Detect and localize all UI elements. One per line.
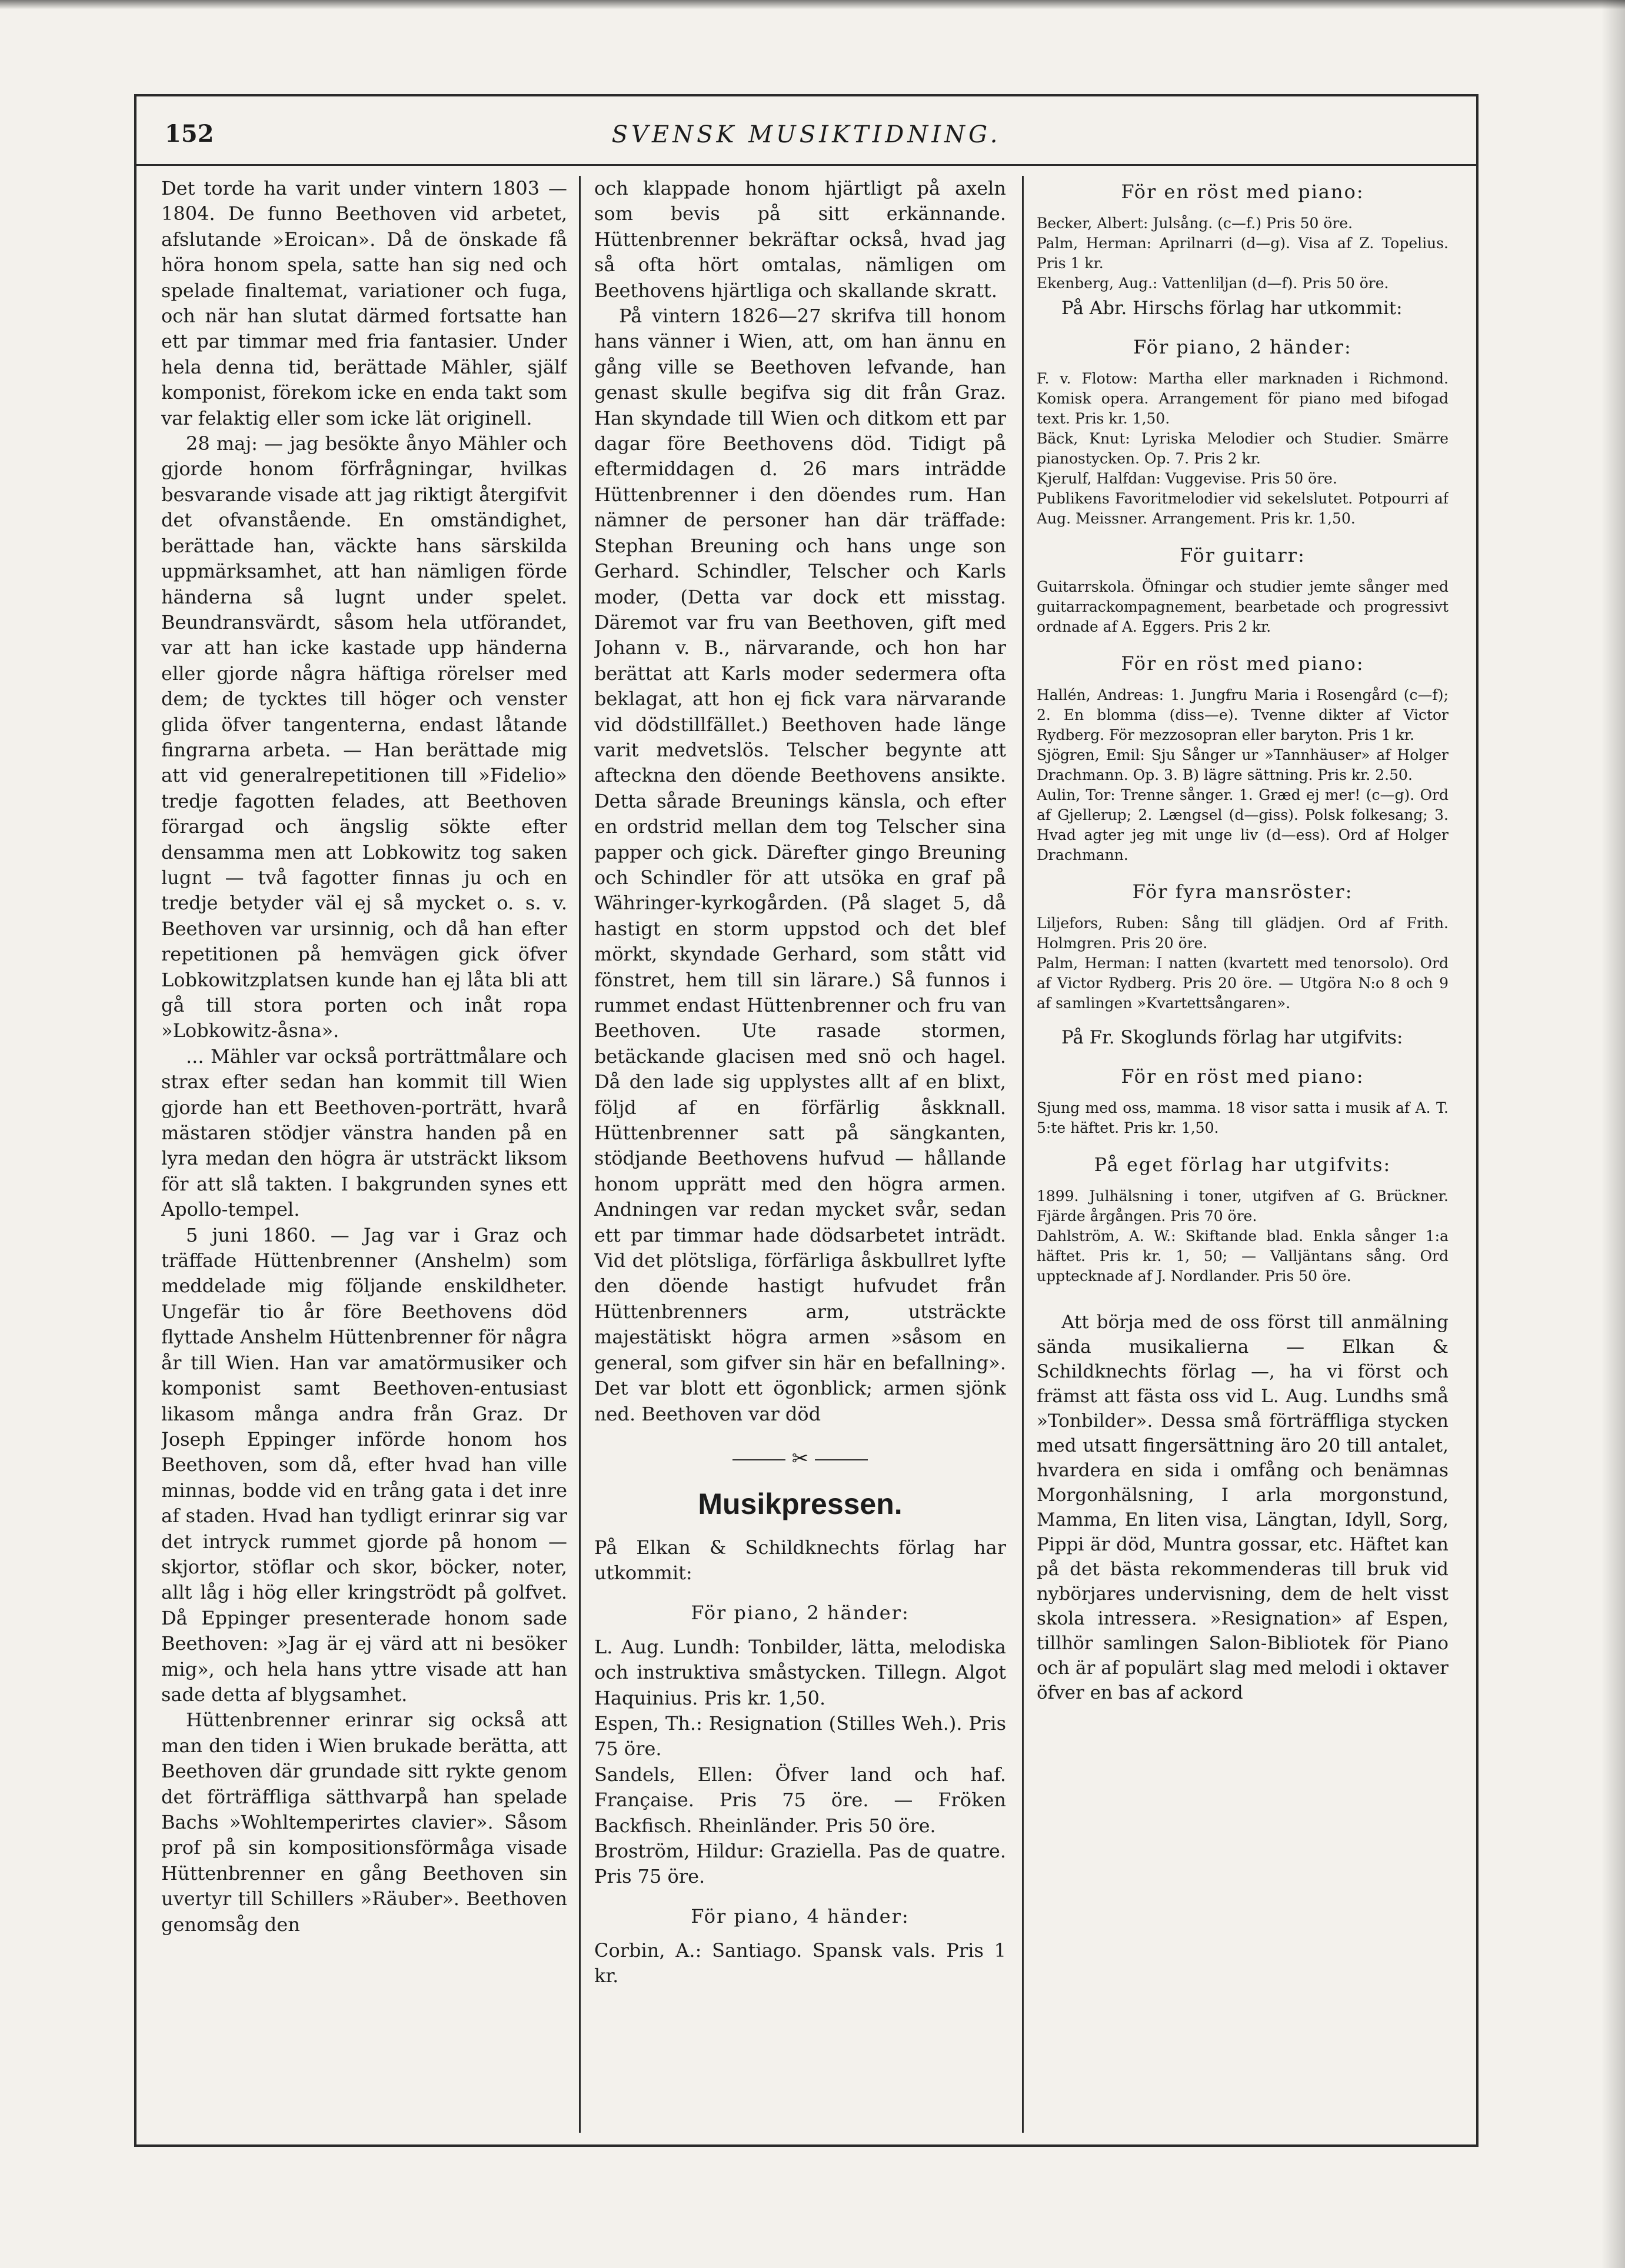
- section-divider: [594, 1447, 1006, 1470]
- category-heading: För piano, 2 händer:: [1133, 336, 1352, 358]
- listing-entry: Sjögren, Emil: Sju Sånger ur »Tannhäuser» af Holger Drachmann. Op. 3. B) lägre sättning. Pris kr. 2.50.: [1037, 746, 1448, 783]
- listing-entry: Kjerulf, Halfdan: Vuggevise. Pris 50 öre.: [1037, 470, 1337, 487]
- publisher-lead: På Abr. Hirschs förlag har utkommit:: [1061, 298, 1403, 319]
- publisher-lead: På Fr. Skoglunds förlag har utgifvits:: [1061, 1027, 1403, 1048]
- divider-line-left: [732, 1459, 785, 1460]
- listing-entry: Palm, Herman: I natten (kvartett med tenorsolo). Ord af Victor Rydberg. Pris 20 öre. — Utgöra N:o 8 och 9 af samlingen »Kvartettsångaren».: [1037, 955, 1448, 1012]
- listing-entry: Aulin, Tor: Trenne sånger. 1. Græd ej mer! (c—g). Ord af Gjellerup; 2. Længsel (d—giss). Polsk folkesang; 3. Hvad agter jeg mit unge liv (d—ess). Ord af Holger Drachmann.: [1037, 786, 1448, 863]
- category-heading: För piano, 4 händer:: [691, 1905, 910, 1927]
- publisher-lead: På Elkan & Schildknechts förlag har utkommit:: [594, 1536, 1006, 1585]
- listing-entry: L. Aug. Lundh: Tonbilder, lätta, melodiska och instruktiva småstycken. Tillegn. Algot Haquinius. Pris kr. 1,50.: [594, 1635, 1006, 1709]
- listing-entry: Publikens Favoritmelodier vid sekelslutet. Potpourri af Aug. Meissner. Arrangement. Pris kr. 1,50.: [1037, 490, 1448, 527]
- review-paragraph: Att börja med de oss först till anmälning sända musikalierna — Elkan & Schildknechts förlag —, ha vi först och främst att fästa oss vid L. Aug. Lundhs små »Tonbilder». Dessa små förträffliga stycken med utsatt fingersättning äro 20 till antalet, hvardera en sida i omfång och benämnas Morgonhälsning, I arla morgonstund, Mamma, En liten visa, Längtan, Idyll, Sorg, Pippi är död, Muntra gossar, etc. Häftet kan på det bästa rekommenderas till bruk vid nybörjares undervisning, dem de helt visst skola intressera. »Resignation» af Espen, tillhör samlingen Salon-Bibliotek för Piano och är af populärt slag med melodi i oktaver öfver en bas af ackord: [1037, 1312, 1448, 1703]
- section-title: Musikpressen.: [698, 1487, 903, 1520]
- category-heading: På eget förlag har utgifvits:: [1094, 1153, 1391, 1176]
- category-heading: För piano, 2 händer:: [691, 1601, 910, 1624]
- listing-entry: F. v. Flotow: Martha eller marknaden i Richmond. Komisk opera. Arrangement för piano med bifogad text. Pris kr. 1,50.: [1037, 370, 1448, 427]
- listing-entry: Corbin, A.: Santiago. Spansk vals. Pris 1 kr.: [594, 1939, 1006, 1987]
- article-paragraph: 28 maj: — jag besökte ånyo Mähler och gjorde honom förfrågningar, hvilkas besvarande visade att jag riktigt återgifvit det ofvanstående. En omständighet, berättade han, väckte hans särskilda uppmärksamhet, att han nämligen förde händerna så lugnt under spelet. Beundransvärdt, såsom hela utförandet, var att han icke kastade upp händerna eller gjorde några häftiga rörelser med dem; de tycktes till höger och venster glida öfver tangenterna, endast låtande fingrarna arbeta. — Han berättade mig att vid generalrepetitionen till »Fidelio» tredje fagotten felades, att Beethoven förargad och ängslig sökte efter densamma men att Lobkowitz tog saken lugnt — två fagotter finnas ju och en tredje betyder väl ej så mycket o. s. v. Beethoven var ursinnig, och då han efter repetitionen på hemvägen gick öfver Lobkowitzplatsen kunde han ej låta bli att gå till stora porten och inåt ropa »Lobkowitz-åsna».: [161, 432, 567, 1042]
- page-number: 152: [165, 120, 214, 148]
- listing-entry: Sandels, Ellen: Öfver land och haf. Française. Pris 75 öre. — Fröken Backfisch. Rheinländer. Pris 50 öre.: [594, 1763, 1006, 1837]
- page-header: [136, 96, 1476, 166]
- listing-entry: Sjung med oss, mamma. 18 visor satta i musik af A. T. 5:te häftet. Pris kr. 1,50.: [1037, 1099, 1448, 1136]
- listing-entry: Hallén, Andreas: 1. Jungfru Maria i Rosengård (c—f); 2. En blomma (diss—e). Tvenne dikter af Victor Rydberg. För mezzosopran eller baryton. Pris 1 kr.: [1037, 686, 1448, 743]
- listing-entry: 1899. Julhälsning i toner, utgifven af G. Brückner. Fjärde årgången. Pris 70 öre.: [1037, 1188, 1448, 1225]
- listing-entry: Broström, Hildur: Graziella. Pas de quatre. Pris 75 öre.: [594, 1839, 1006, 1888]
- column-rule-1: [579, 176, 581, 2133]
- listing-entry: Dahlström, A. W.: Skiftande blad. Enkla sånger 1:a häftet. Pris kr. 1, 50; — Valljäntans sång. Ord upptecknade af J. Nordlander. Pris 50 öre.: [1037, 1228, 1448, 1285]
- listing-entry: Palm, Herman: Aprilnarri (d—g). Visa af Z. Topelius. Pris 1 kr.: [1037, 235, 1448, 272]
- category-heading: För fyra mansröster:: [1132, 880, 1353, 903]
- column-3: [1037, 176, 1448, 2133]
- article-paragraph: På vintern 1826—27 skrifva till honom hans vänner i Wien, att, om han ännu en gång ville se Beethoven lefvande, han genast skulle begifva sig dit från Graz. Han skyndade till Wien och ditkom ett par dagar före Beethovens död. Tidigt på eftermiddagen d. 26 mars inträdde Hüttenbrenner i den döendes rum. Han nämner de personer han där träffade: Stephan Breuning och hans unge son Gerhard. Schindler, Telscher och Karls moder, (Detta var dock ett misstag. Däremot var fru van Beethoven, gift med Johann v. B., närvarande, och hon har berättat att Karls moder sedermera ofta beklagat, att hon ej fick vara närvarande vid dödstillfället.) Beethoven hade länge varit medvetslös. Telscher begynte att afteckna den döende Beethovens ansikte. Detta sårade Breunings känsla, och efter en ordstrid mellan dem tog Telscher sina papper och gick. Därefter gingo Breuning och Schindler för att utsöka en graf på Währinger-kyrkogården. (På slaget 5, då hastigt en storm uppstod och det blef mörkt, skyndade Gerhard, som stått vid fönstret, hem till sin lärare.) Så funnos i rummet endast Hüttenbrenner och fru van Beethoven. Ute rasade stormen, betäckande glacisen med snö och hagel. Då den lade sig upplystes allt af en blixt, följd af en förfärlig åskknall. Hüttenbrenner satt på sängkanten, stödjande Beethovens hufvud — hållande honom upprätt med den högra armen. Andningen var redan mycket svår, sedan ett par timmar hade dödsarbetet inträdt. Vid det plötsliga, förfärliga åskbullret lyfte den döende hastigt hufvudet från Hüttenbrenners arm, utsträckte majestätiskt högra armen »såsom en general, som gifver sin här en befallning». Det var blott ett ögonblick; armen sjönk ned. Beethoven var död: [594, 305, 1006, 1425]
- category-heading: För en röst med piano:: [1121, 181, 1364, 203]
- article-paragraph: och klappade honom hjärtligt på axeln som bevis på sitt erkännande. Hüttenbrenner bekräftar också, hvad jag så ofta hört omtalas, nämligen om Beethovens hjärtliga och skallande skratt.: [594, 177, 1006, 302]
- column-1: [161, 176, 567, 2133]
- category-heading: För guitarr:: [1180, 544, 1306, 566]
- column-2: [594, 176, 1006, 2133]
- article-paragraph: Det torde ha varit under vintern 1803 —1804. De funno Beethoven vid arbetet, afslutande »Eroican». Då de önskade få höra honom spela, satte han sig ned och spelade finaltemat, variationer och fuga, och när han slutat därmed fortsatte han ett par timmar med fria fantasier. Under hela denna tid, berättade Mähler, själf komponist, förekom icke en enda takt som var felaktig eller som icke lät originell.: [161, 177, 567, 429]
- page-top-edge: [0, 0, 1625, 9]
- scissors-ornament-icon: ✂: [791, 1446, 809, 1470]
- listing-entry: Espen, Th.: Resignation (Stilles Weh.). Pris 75 öre.: [594, 1712, 1006, 1760]
- page-right-edge: [1601, 0, 1625, 2268]
- column-rule-2: [1022, 176, 1024, 2133]
- listing-entry: Ekenberg, Aug.: Vattenliljan (d—f). Pris 50 öre.: [1037, 275, 1389, 292]
- listing-entry: Bäck, Knut: Lyriska Melodier och Studier. Smärre pianostycken. Op. 7. Pris 2 kr.: [1037, 430, 1448, 467]
- article-paragraph: 5 juni 1860. — Jag var i Graz och träffade Hüttenbrenner (Anshelm) som meddelade mig följande enskildheter. Ungefär tio år före Beethovens död flyttade Anshelm Hüttenbrenner för några år till Wien. Han var amatörmusiker och komponist samt Beethoven-entusiast likasom många andra från Graz. Dr Joseph Eppinger införde honom hos Beethoven, som då, efter hvad han ville minnas, bodde vid en trång gata i det inre af staden. Hvad han tydligt erinrar sig var det intryck rummet gjorde på honom — skjortor, stöflar och skor, böcker, noter, allt låg i hög eller kringströdt på golfvet. Då Eppinger presenterade honom sade Beethoven: »Jag är ej värd att ni besöker mig», och hela hans yttre visade att han sade detta af blygsamhet.: [161, 1223, 567, 1706]
- page-frame: [134, 94, 1479, 2147]
- divider-line-right: [815, 1459, 868, 1460]
- journal-title: SVENSK MUSIKTIDNING.: [611, 121, 1001, 148]
- article-paragraph: Hüttenbrenner erinrar sig också att man den tiden i Wien brukade berätta, att Beethoven där grundade sitt rykte genom det förträffliga sätthvarpå han spelade Bachs »Wohltemperirtes clavier». Såsom prof på sin kompositionsförmåga visade Hüttenbrenner en gång Beethoven sin uvertyr till Schillers »Räuber». Beethoven genomsåg den: [161, 1709, 567, 1936]
- category-heading: För en röst med piano:: [1121, 1065, 1364, 1088]
- listing-entry: Liljefors, Ruben: Sång till glädjen. Ord af Frith. Holmgren. Pris 20 öre.: [1037, 915, 1448, 952]
- article-paragraph: ... Mähler var också porträttmålare och strax efter sedan han kommit till Wien gjorde han ett Beethoven-porträtt, hvarå mästaren stödjer vänstra handen på en lyra medan den högra är utsträckt liksom för att slå takten. I bakgrunden synes ett Apollo-tempel.: [161, 1045, 567, 1221]
- listing-entry: Becker, Albert: Julsång. (c—f.) Pris 50 öre.: [1037, 215, 1353, 232]
- listing-entry: Guitarrskola. Öfningar och studier jemte sånger med guitarrackompagnement, bearbetade och progressivt ordnade af A. Eggers. Pris 2 kr.: [1037, 578, 1448, 635]
- category-heading: För en röst med piano:: [1121, 652, 1364, 675]
